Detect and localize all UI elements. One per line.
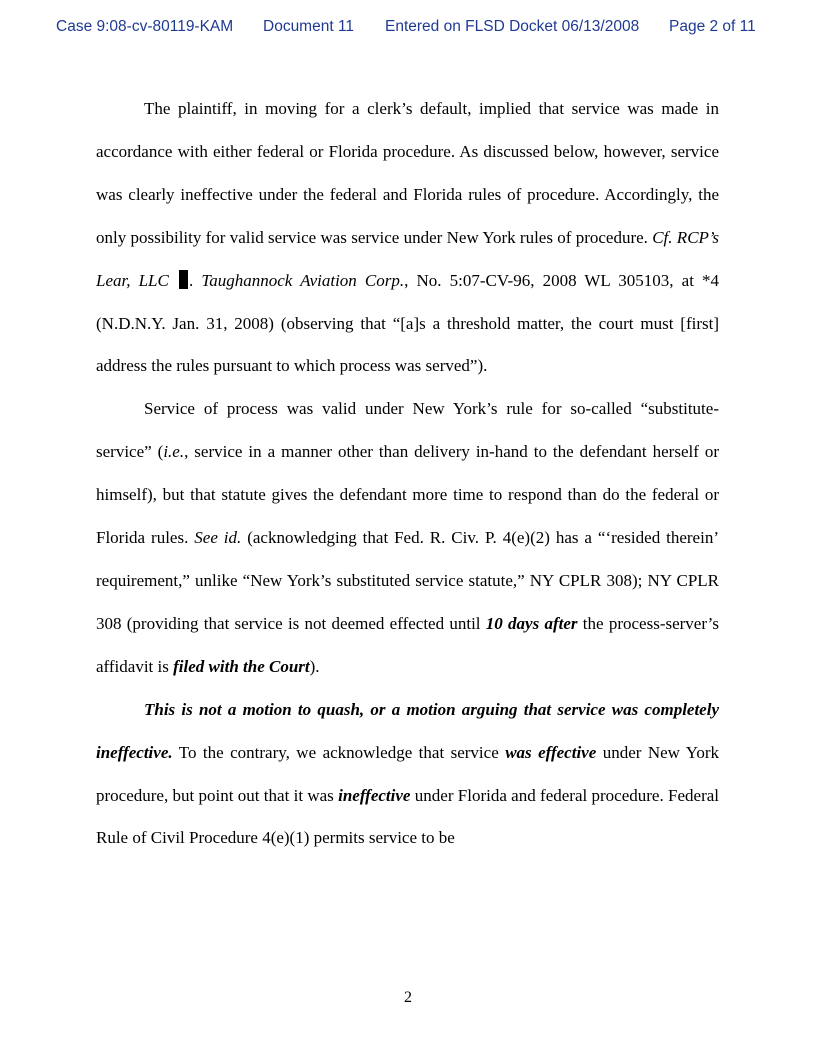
page-count: Page 2 of 11 bbox=[669, 18, 756, 35]
emphasis-not-motion: This is not a motion to quash, or a motion arguing that service was completely ineffective. bbox=[96, 699, 719, 762]
paragraph-2: Service of process was valid under New York’s rule for so-called “substitute-service” (i.e., service in a manner other than delivery in-hand to the defendant herself or himself), but that statute gives the defendant more time to respond than do the federal or Florida rules. See id. (acknowledging that Fed. R. Civ. P. 4(e)(2) has a “‘resided therein’ requirement,” unlike “New York’s substituted service statute,” NY CPLR 308); NY CPLR 308 (providing that service is not deemed effected until 10 days after the process-server’s affidavit is filed with the Court). bbox=[96, 399, 719, 676]
document-body bbox=[96, 88, 719, 860]
emphasis-effective: was effective bbox=[505, 742, 597, 762]
citation-cf: Cf. RCP’s Lear, LLC bbox=[96, 227, 719, 290]
emphasis-10-days: 10 days after bbox=[485, 613, 578, 633]
emphasis-ineffective: ineffective bbox=[338, 785, 411, 805]
case-number: Case 9:08-cv-80119-KAM bbox=[56, 18, 234, 35]
document-number: Document 11 bbox=[263, 18, 355, 35]
citation-see-id: See id. bbox=[194, 528, 242, 548]
paragraph-3: This is not a motion to quash, or a motion arguing that service was completely ineffective. To the contrary, we acknowledge that service was effective under New York procedure, but point out that it was ineffective under Florida and federal procedure. Federal Rule of Civil Procedure 4(e)(1) permits service to be bbox=[96, 699, 719, 848]
citation-case: Taughannock Aviation Corp. bbox=[201, 270, 405, 290]
page-number: 2 bbox=[404, 989, 412, 1006]
redaction-mark bbox=[179, 270, 188, 289]
docket-entry: Entered on FLSD Docket 06/13/2008 bbox=[385, 18, 640, 35]
emphasis-filed: filed with the Court bbox=[173, 656, 310, 676]
paragraph-1: The plaintiff, in moving for a clerk’s default, implied that service was made in accordance with either federal or Florida procedure. As discussed below, however, service was clearly ineffective under the federal and Florida rules of procedure. Accordingly, the only possibility for valid service was service under New York rules of procedure. Cf. RCP’s Lear, LLC . Taughannock Aviation Corp., No. 5:07-CV-96, 2008 WL 305103, at *4 (N.D.N.Y. Jan. 31, 2008) (observing that “[a]s a threshold matter, the court must [first] address the rules pursuant to which process was served”). bbox=[96, 99, 720, 376]
